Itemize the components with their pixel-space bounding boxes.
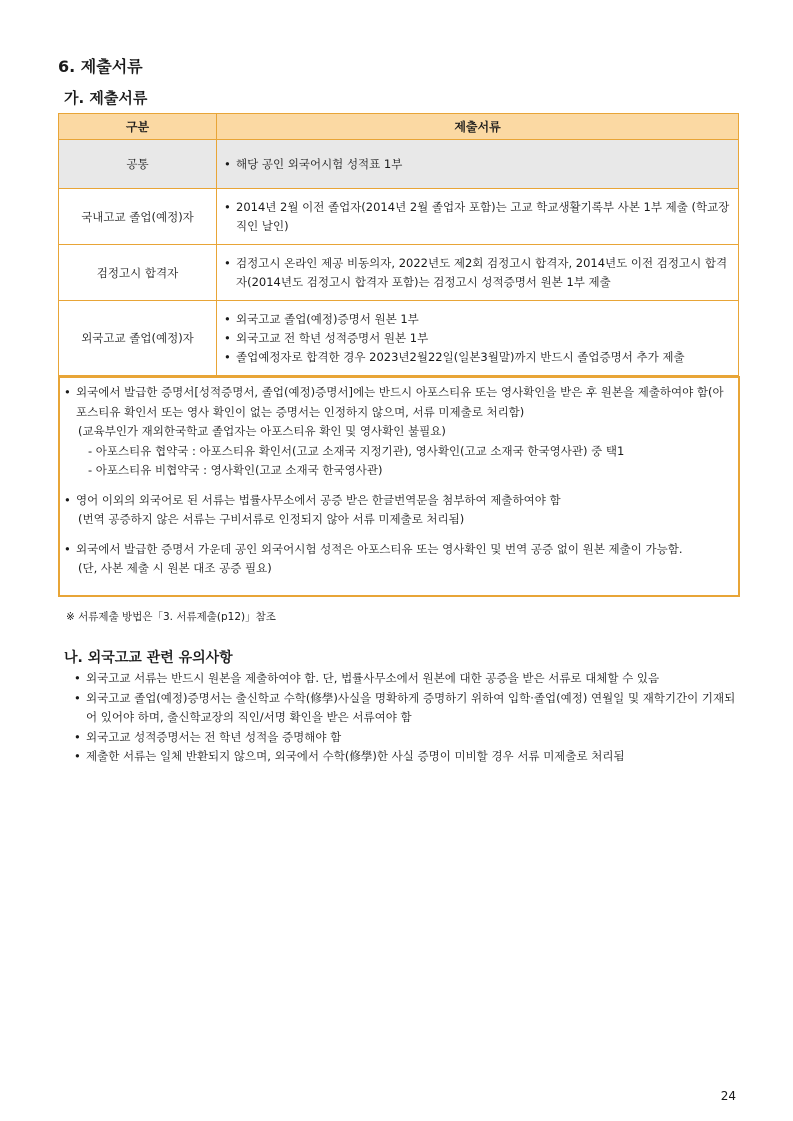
row-item: • 해당 공인 외국어시험 성적표 1부 xyxy=(224,155,730,174)
notes-box xyxy=(58,376,740,597)
row-content xyxy=(217,301,739,376)
reference-note: ※ 서류제출 방법은「3. 서류제출(p12)」참조 xyxy=(66,611,276,623)
note-text: 영어 이외의 외국어로 된 서류는 법률사무소에서 공증 받은 한글번역문을 첨부하여 제출하여야 함 xyxy=(76,492,561,507)
list-item: • 제출한 서류는 일체 반환되지 않으며, 외국에서 수학(修學)한 사실 증명이 미비할 경우 서류 미제출로 처리됨 xyxy=(74,747,739,767)
row-category: 외국고교 졸업(예정)자 xyxy=(59,301,217,376)
list-item: • 외국고교 성적증명서는 전 학년 성적을 증명해야 함 xyxy=(74,728,739,748)
header-documents: 제출서류 xyxy=(217,114,739,140)
note-item xyxy=(64,540,733,579)
note-subtext: (교육부인가 재외한국학교 졸업자는 아포스티유 확인 및 영사확인 불필요) xyxy=(78,424,446,438)
row-item: • 2014년 2월 이전 졸업자(2014년 2월 졸업자 포함)는 고교 학교생활기록부 사본 1부 제출 (학교장 직인 날인) xyxy=(224,198,730,236)
table-row xyxy=(59,301,739,376)
documents-table xyxy=(58,113,739,376)
header-category: 구분 xyxy=(59,114,217,140)
row-content xyxy=(217,140,739,189)
subsection-title-b: 나. 외국고교 관련 유의사항 xyxy=(64,650,233,666)
list-item: • 외국고교 졸업(예정)증명서는 출신학교 수학(修學)사실을 명확하게 증명하기 위하여 입학·졸업(예정) 연월일 및 재학기간이 기재되어 있어야 하며, 출신학교장의 직인/서명 확인을 받은 서류여야 함 xyxy=(74,689,739,728)
row-category: 국내고교 졸업(예정)자 xyxy=(59,189,217,245)
row-item: • 외국고교 전 학년 성적증명서 원본 1부 xyxy=(224,329,730,348)
subsection-title-a: 가. 제출서류 xyxy=(64,89,148,107)
precautions-list xyxy=(74,669,739,767)
note-subtext: (단, 사본 제출 시 원본 대조 공증 필요) xyxy=(78,561,272,575)
row-item: • 검정고시 온라인 제공 비동의자, 2022년도 제2회 검정고시 합격자, 2014년도 이전 검정고시 합격자(2014년도 검정고시 합격자 포함)는 검정고시 성적증명서 원본 1부 제출 xyxy=(224,254,730,292)
table-row xyxy=(59,189,739,245)
note-detail: - 아포스티유 비협약국 : 영사확인(고교 소재국 한국영사관) xyxy=(88,463,383,477)
row-category: 검정고시 합격자 xyxy=(59,245,217,301)
note-item xyxy=(64,491,733,530)
row-content xyxy=(217,245,739,301)
list-item: • 외국고교 서류는 반드시 원본을 제출하여야 함. 단, 법률사무소에서 원본에 대한 공증을 받은 서류로 대체할 수 있음 xyxy=(74,669,739,689)
row-item: • 외국고교 졸업(예정)증명서 원본 1부 xyxy=(224,310,730,329)
row-category: 공통 xyxy=(59,140,217,189)
row-item: • 졸업예정자로 합격한 경우 2023년2월22일(일본3월말)까지 반드시 졸업증명서 추가 제출 xyxy=(224,348,730,367)
page-number: 24 xyxy=(720,1089,736,1103)
table-row xyxy=(59,245,739,301)
note-item xyxy=(64,383,733,481)
section-title: 6. 제출서류 xyxy=(58,57,143,76)
row-content xyxy=(217,189,739,245)
note-subtext: (번역 공증하지 않은 서류는 구비서류로 인정되지 않아 서류 미제출로 처리됨) xyxy=(78,512,465,526)
note-text: 외국에서 발급한 증명서 가운데 공인 외국어시험 성적은 아포스티유 또는 영사확인 및 번역 공증 없이 원본 제출이 가능함. xyxy=(76,541,683,556)
table-row xyxy=(59,140,739,189)
note-detail: - 아포스티유 협약국 : 아포스티유 확인서(고교 소재국 지정기관), 영사확인(고교 소재국 한국영사관) 중 택1 xyxy=(88,443,625,458)
note-text: 외국에서 발급한 증명서[성적증명서, 졸업(예정)증명서]에는 반드시 아포스티유 또는 영사확인을 받은 후 원본을 제출하여야 함(아포스티유 확인서 또는 영사 확인이 없는 증명서는 인정하지 않으며, 서류 미제출로 처리함) xyxy=(76,385,724,419)
table-header-row xyxy=(59,114,739,140)
